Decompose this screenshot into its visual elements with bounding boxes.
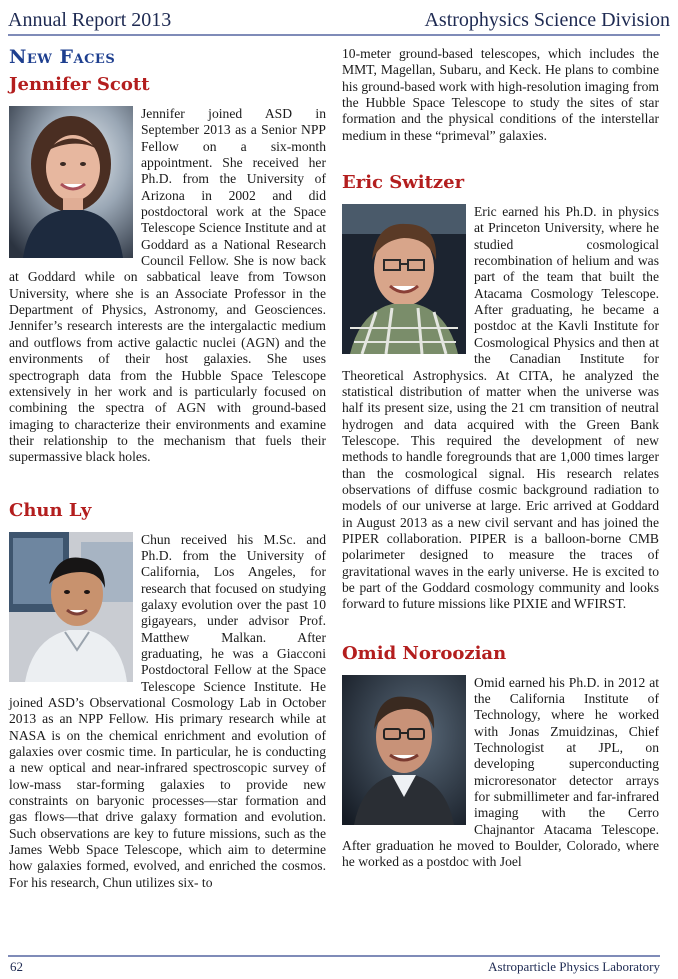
- chun-ly-bio-continued: 10-meter ground-based telescopes, which includes the MMT, Magellan, Subaru, and Keck. He plans to combine his ground-based work with high-resolution imaging from the Hubble Space Telescope to study the sites of star formation and the physical conditions of the interstellar medium in these “primeval” galaxies.: [342, 46, 659, 143]
- person-name-omid-noroozian: Omid Noroozian: [342, 642, 507, 664]
- section-title: New Faces: [9, 46, 116, 68]
- omid-noroozian-portrait-icon: [342, 675, 466, 825]
- person-name-chun-ly: Chun Ly: [9, 499, 92, 521]
- report-title: Annual Report 2013: [8, 9, 172, 31]
- omid-noroozian-bio: Omid earned his Ph.D. in 2012 at the California Institute of Technology, where he worked with Jonas Zmuidzinas, Chief Technologist at JPL, on developing superconducting microresonator detector arrays for submillimeter and far-infrared imaging with the Cerro Chajnantor Atacama Telescope. After graduation he moved to Boulder, Colorado, where he worked as a postdoc with Joel: [342, 674, 659, 870]
- jennifer-scott-bio: Jennifer joined ASD in September 2013 as a Senior NPP Fellow on a six-month appointment. She received her Ph.D. from the University of Arizona in 2002 and did postdoctoral work at the Space Telescope Science Institute and at Goddard as a National Research Council Fellow. She is now back at Goddard while on sabbatical leave from Towson University, where she is an Associate Professor in the Department of Physics, Astronomy, and Geosciences. Jennifer’s research interests are the intergalactic medium and outflows from active galactic nuclei (AGN) and the environments of their host galaxies. She uses spectrograph data from the Hubble Space Telescope extensively in her work and is particularly focused on combining the spectra of AGN with ground-based imaging to characterize their environments and examine their relationship to the mechanism that fuels their supermassive black holes.: [9, 106, 326, 465]
- page-number: 62: [10, 959, 23, 974]
- footer-rule: [8, 955, 660, 957]
- header-rule: [8, 34, 660, 36]
- division-name: Astrophysics Science Division: [424, 9, 670, 31]
- page-header: [8, 2, 670, 32]
- eric-switzer-bio: Eric earned his Ph.D. in physics at Princeton University, where he studied cosmological recombination of helium and was part of the team that built the Atacama Cosmology Telescope. After graduating, he became a postdoc at the Kavli Institute for Cosmological Physics and then at the Canadian Institute for Theoretical Astrophysics. At CITA, he analyzed the statistical distribution of matter when the universe was half its present size, using the 21 cm transition of neutral hydrogen and data acquired with the Green Bank Telescope. This required the development of new methods to handle foregrounds that are 1,000 times larger than the cosmological signal. His research relates observations of diffuse cosmic background radiation to models of our universe at large. Eric arrived at Goddard in August 2013 as a new civil servant and has joined the PIPER collaboration. PIPER is a balloon-borne CMB polarimeter designed to measure the traces of gravitational waves in the early universe. He is excited to be part of the Goddard cosmology community and looks forward to future missions like PIXIE and WFIRST.: [342, 204, 659, 612]
- left-column: [9, 44, 326, 891]
- right-column: [342, 46, 659, 871]
- lab-name: Astroparticle Physics Laboratory: [488, 959, 660, 974]
- page-footer: [10, 958, 660, 976]
- jennifer-scott-portrait-icon: [9, 106, 133, 258]
- person-name-eric-switzer: Eric Switzer: [342, 172, 465, 194]
- person-name-jennifer-scott: Jennifer Scott: [9, 74, 150, 95]
- chun-ly-bio: Chun received his M.Sc. and Ph.D. from the University of California, Los Angeles, for research that focused on studying galaxy evolution over the past 10 gigayears, under advisor Prof. Matthew Malkan. After graduating, he was a Giacconi Postdoctoral Fellow at the Space Telescope Science Institute. He joined ASD’s Observational Cosmology Lab in October 2013 as an NPP Fellow. His primary research while at NASA is on the chemical enrichment and evolution of galaxies over cosmic time. In particular, he is conducting a new optical and near-infrared spectroscopic survey of low-mass star-forming galaxies to provide new constraints on baryonic processes—star formation and gas flows—that drive galaxy formation and evolution. Such observations are key to future missions, such as the James Webb Space Telescope, which aim to determine how galaxies formed, evolved, and enriched the cosmos. For his research, Chun utilizes six- to: [9, 531, 326, 890]
- eric-switzer-portrait-icon: [342, 204, 466, 354]
- chun-ly-portrait-icon: [9, 532, 133, 682]
